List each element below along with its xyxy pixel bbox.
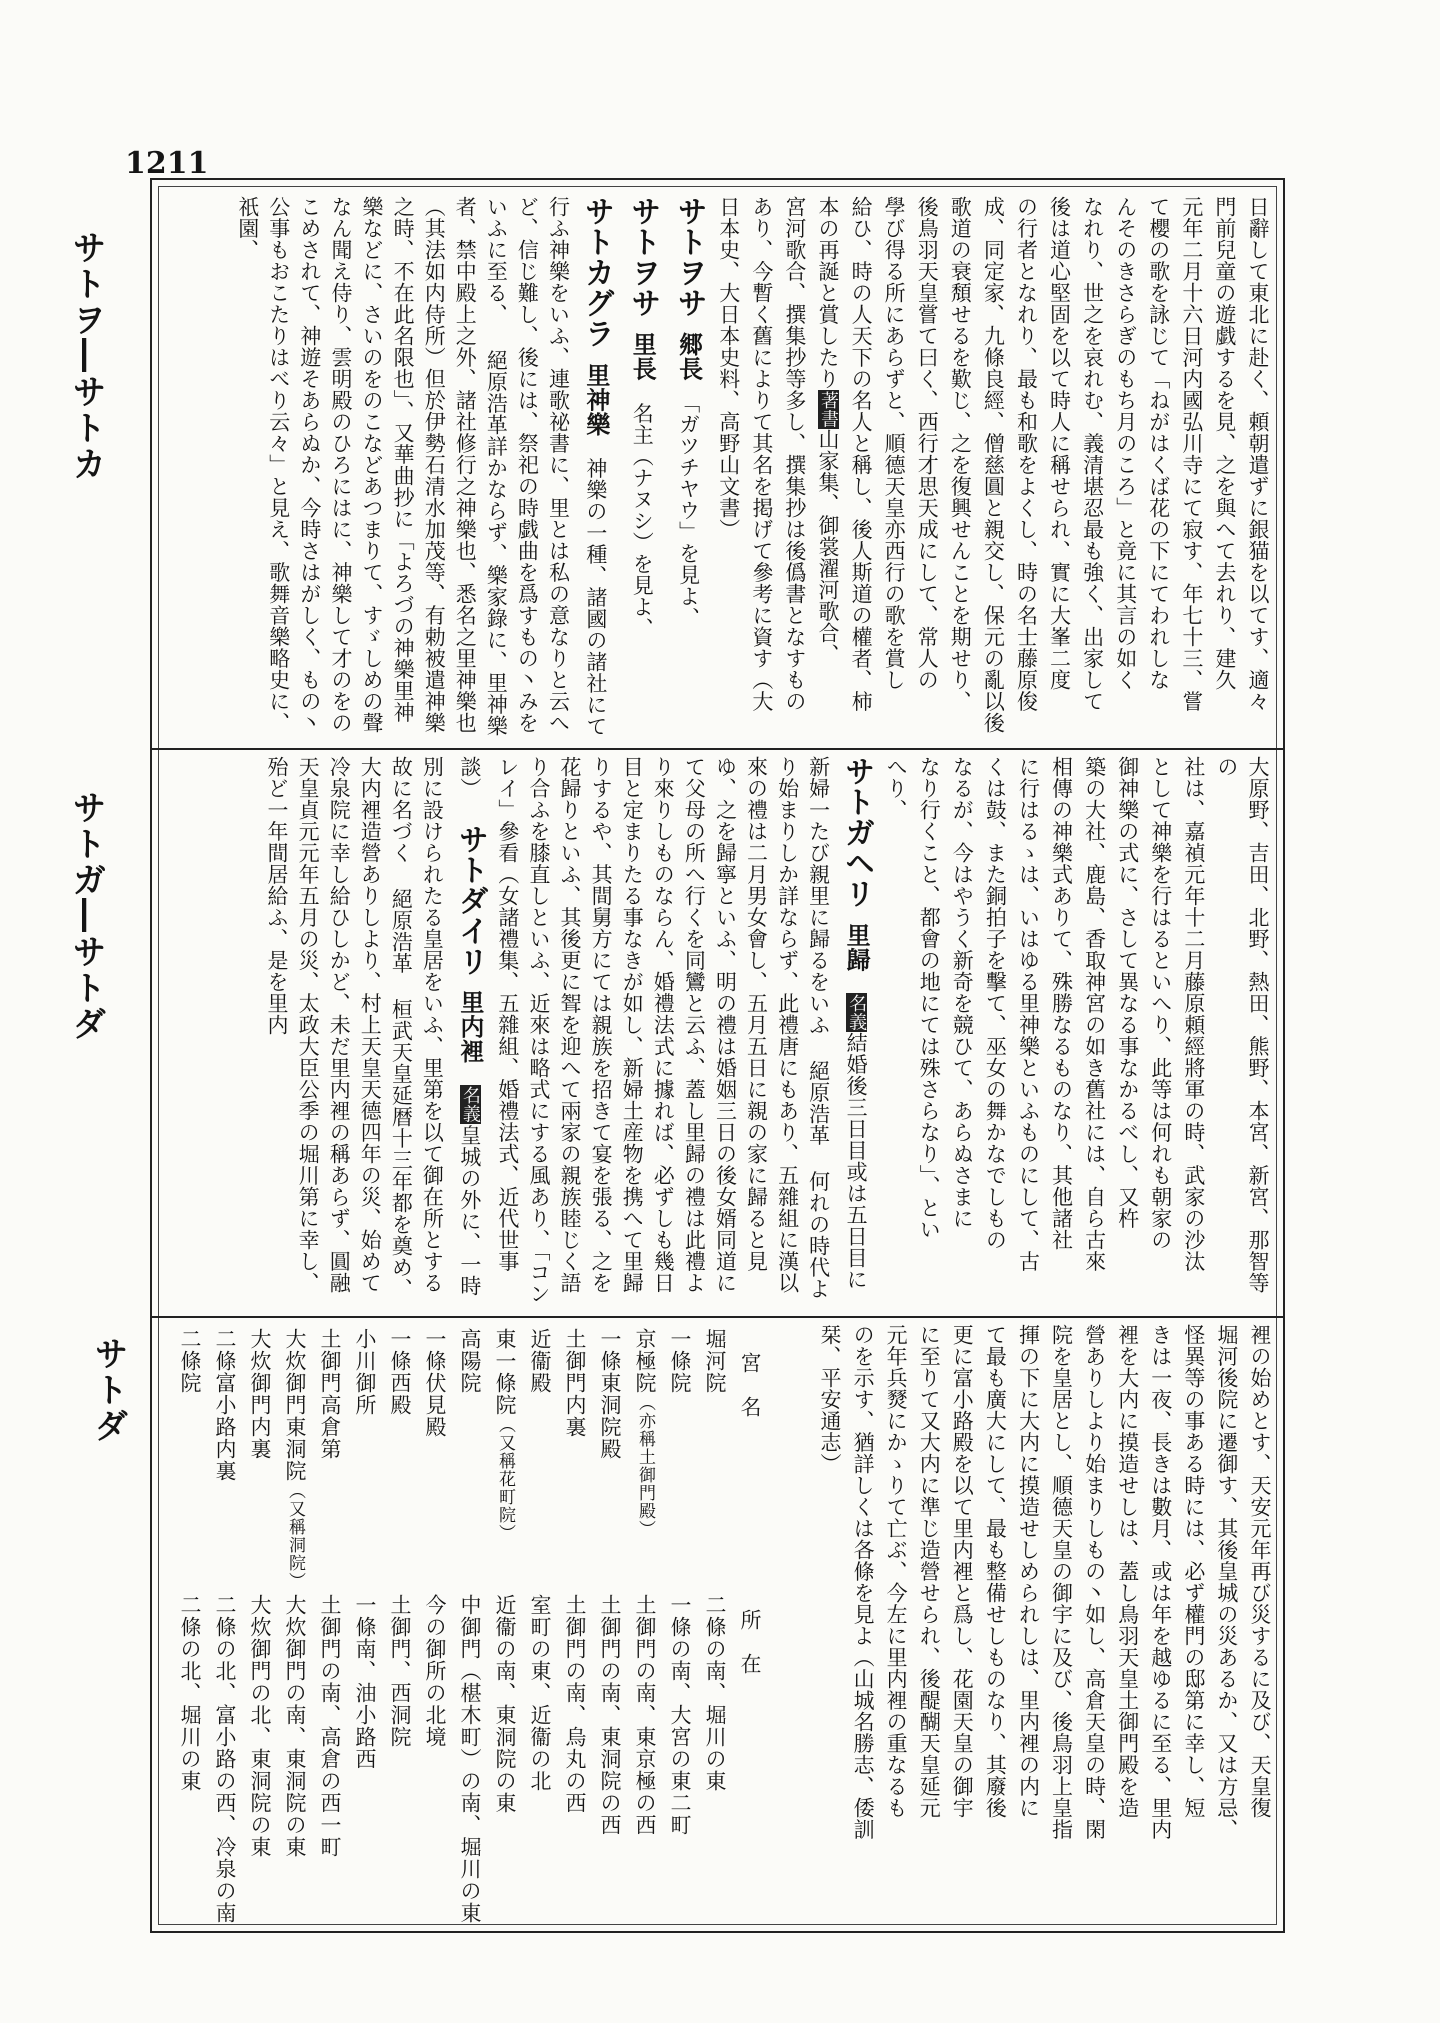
page-number: 1211 (125, 146, 209, 181)
table-cell-location: 二條の北、富小路の西、冷泉の南 (213, 1594, 237, 1924)
text-line: きは一夜、長きは數月、或は年を越ゆるに至る、里内 (1148, 1324, 1173, 1840)
margin-head-middle: サトガ―サトダ (66, 790, 106, 1042)
entry-kanji: 里歸 (842, 922, 872, 972)
table-cell-note: （又稱洞院） (285, 1482, 305, 1590)
table-cell-location: 土御門の南、烏丸の西 (563, 1594, 587, 1814)
text-line: のを示す、猶詳しくは各條を見よ（山城名勝志、倭訓 (851, 1324, 876, 1840)
text-line: 日本史、大日本史料、高野山文書） (716, 196, 741, 540)
meaning-tag: 名義 (459, 1086, 481, 1123)
text-line: 怪異等の事ある時には、必ず權門の邸第に幸し、短 (1181, 1324, 1206, 1819)
table-cell-location: 二條の北、堀川の東 (178, 1594, 202, 1792)
text-line: へり、 (884, 756, 909, 821)
table-cell-name: 一條伏見殿 (423, 1328, 447, 1438)
text-line: 院を皇居とし、順德天皇の御宇に及び、後鳥羽上皇指 (1049, 1324, 1074, 1840)
text-line: 營ありしより始まりしもの丶如し、高倉天皇の時、閑 (1082, 1324, 1107, 1840)
text-line: 裡を大内に摸造せしは、蓋し鳥羽天皇土御門殿を造 (1115, 1324, 1140, 1819)
text-line: なれり、世之を哀れむ、義清堪忍最も強く、出家して (1080, 196, 1105, 712)
table-cell-location: 大炊御門の南、東洞院の東 (283, 1594, 307, 1858)
table-cell-location: 近衞の南、東洞院の東 (493, 1594, 517, 1814)
text-line: あり、今暫く舊によりて其名を掲げて參考に資す（大 (749, 196, 774, 712)
entry-kanji: 里内裡 (455, 990, 485, 1064)
text-line: 宮河歌合、撰集抄等多し、撰集抄は後僞書となすもの (782, 196, 807, 712)
table-cell-location: 土御門、西洞院 (388, 1594, 412, 1748)
table-cell-name: 土御門内裏 (563, 1328, 587, 1438)
text-line: て櫻の歌を詠じて「ねがはくば花の下にてわれしな (1146, 196, 1171, 691)
entry-text: 皇城の外に、一時別に設けられたる皇居をいふ、里第を以て御在所とする故に名づく 絕原浩革 桓武天皇延暦十三年都を奠め、大内裡造營ありしより、村上天皇天德四年の災、始めて冷泉院に幸し給ひしかど、未だ里内裡の稱あらず、圓融天皇貞元元年五月の災、太政大臣公季の堀川第に幸し、殆ど一年間居給ふ、是を里内 (265, 756, 482, 1300)
table-cell-name: 小川御所 (353, 1328, 377, 1416)
entry-kanji: 里長 (628, 332, 658, 381)
text-line: 成、同定家、九條良經、僧慈圓と親交し、保元の亂以後 (981, 196, 1006, 734)
text-line: の行者となれり、最も和歌をよくし、時の名士藤原俊 (1014, 196, 1039, 712)
table-cell-name: 高陽院 (458, 1328, 482, 1394)
text-line: 元年兵燹にかゝりて亡ぶ、今左に里内裡の重なるも (884, 1324, 909, 1819)
text-line: 裡の始めとす、天安元年再び災するに及び、天皇復 (1248, 1324, 1272, 1819)
text-line: に至りて又大内に準じ造營せられ、後醍醐天皇延元 (917, 1324, 942, 1819)
text-line: て最も廣大にして、最も整備せしものなり、其廢後 (983, 1324, 1008, 1819)
table-cell-name: 大炊御門内裏 (248, 1328, 272, 1460)
text-line: 後は道心堅固を以て時人に稱せられ、實に大峯二度 (1047, 196, 1072, 691)
table-cell-name: 一條院 (668, 1328, 692, 1394)
source-tag: 著書 (817, 390, 839, 428)
text-line: 元年二月十六日河内國弘川寺にて寂す、年七十三、嘗 (1179, 196, 1204, 712)
table-cell-name: 一條東洞院殿 (598, 1328, 622, 1460)
table-cell-name: 東一條院（又稱花町院） (493, 1328, 517, 1542)
table-cell-location: 一條南、油小路西 (353, 1594, 377, 1770)
table-cell-location: 室町の東、近衞の北 (528, 1594, 552, 1792)
text-line: 築の大社、鹿島、香取神宮の如き舊社には、自ら古來 (1082, 756, 1107, 1272)
entry-heading: サトガヘリ (839, 756, 875, 909)
text-line: 御神樂の式に、さして異なる事なかるべし、又杵 (1115, 756, 1140, 1229)
table-header-location: 所 在 (738, 1609, 762, 1675)
table-cell-note: （又稱花町院） (495, 1416, 515, 1542)
text-line: 相傳の神樂式ありて、殊勝なるものなり、其他諸社 (1049, 756, 1074, 1251)
table-cell-location: 今の御所の北境 (423, 1594, 447, 1748)
sato-dairi-table (160, 1324, 1275, 1924)
text-line: 更に富小路殿を以て里内裡と爲し、花園天皇の御宇 (950, 1324, 975, 1819)
table-cell-name: 二條院 (178, 1328, 202, 1394)
entry-satowosa-2 (620, 196, 664, 741)
table-cell-name: 堀河院 (703, 1328, 727, 1394)
table-cell-name: 大炊御門東洞院（又稱洞院） (283, 1328, 307, 1590)
table-cell-note: （亦稱土御門殿） (635, 1394, 655, 1538)
text-line: くは鼓、また銅拍子を擊て、巫女の舞かなでしもの (983, 756, 1008, 1251)
text-line: 社は、嘉禎元年十二月藤原頼經將軍の時、武家の沙汰 (1181, 756, 1206, 1272)
table-cell-location: 土御門の南、東京極の西 (633, 1594, 657, 1836)
table-cell-location: 土御門の南、高倉の西一町 (318, 1594, 342, 1858)
table-cell-name: 土御門高倉第 (318, 1328, 342, 1460)
entry-satodairi (265, 756, 488, 1300)
table-cell-location: 一條の南、大宮の東二町 (668, 1594, 692, 1836)
table-cell-location: 大炊御門の北、東洞院の東 (248, 1594, 272, 1858)
entry-heading: サトカグラ (578, 196, 614, 349)
text-line: 門前兒童の遊戯するを見、之を與へて去れり、建久 (1212, 196, 1237, 691)
entry-text: 名主（ナヌシ）を見よ、 (630, 402, 655, 639)
text-line: 給ひ、時の人天下の名人と稱し、後人斯道の權者、柿 (849, 196, 874, 712)
entry-kanji: 里神樂 (581, 362, 611, 436)
entry-heading: サトダイリ (452, 823, 488, 976)
text-line: 後鳥羽天皇嘗て曰く、西行才思天成にして、常人の (915, 196, 940, 691)
entry-satokagura (235, 196, 614, 737)
margin-head-lower: サトダ (88, 1336, 128, 1444)
table-header-name: 宮 名 (738, 1352, 762, 1418)
entry-satowosa-1 (666, 196, 710, 741)
entry-text: 神樂の一種、諸國の諸社にて行ふ神樂をいふ、連歌祕書に、里とは私の意なりと云へど、信じ難し、後には、祭祀の時戯曲を爲すもの丶みをいふに至る、 絕原浩革詳かならず、樂家錄に、里神樂者、禁中殿上之外、諸社修行之神樂也、悉名之里神樂也（其法如内侍所）但於伊勢石清水加茂等、有勅被遣神樂之時、不在此名限也」、又華曲抄に「よろづの神樂里神樂などに、さいのをのこなどあつまりて、すゞしめの聲なん聞え侍り、雲明殿のひろにはに、神樂して才のをのこめされて、神遊そあらぬか、今時さはがしく、もの丶公事もおこたりはべり云々」と見え、歌舞音樂略史に、祇園、 (235, 196, 608, 737)
text-line: に行はるゝは、いはゆる里神樂といふものにして、古 (1016, 756, 1041, 1272)
entry-text: 「ガツチヤウ」を見よ、 (676, 402, 701, 629)
middle-section (160, 756, 1275, 1308)
text-line: 日辭して東北に赴く、頼朝遣ずに銀猫を以てす、適々 (1246, 196, 1270, 712)
upper-section (160, 196, 1275, 741)
text-line: 歌道の衰頽せるを歎じ、之を復興せんことを期せり、 (948, 196, 973, 712)
entry-satogaeri (455, 756, 875, 1305)
entry-text: 結婚後三日目或は五日目に新婦一たび親里に歸るをいふ 絕原浩革 何れの時代より始まりしか詳ならず、此禮唐にもあり、五雜組に漢以來の禮は二月男女會し、五月五日に親の家に歸ると見ゆ、之を歸寧といふ、明の禮は婚姻三日の後女婿同道にて父母の所へ行くを同鸞と云ふ、蓋し里歸の禮は此禮より來りしものならん、婚禮法式に據れば、必ずしも幾日目と定まりたる事なきが如し、新婦土産物を携へて里歸りするや、其間舅方にては親族を招きて宴を張る、之を花歸りといふ、其後更に聟を迎へて兩家の親族睦じく語り合ふを膝直しといふ、近來は略式にする風あり、「コンレイ」參看（女諸禮集、五雜組、婚禮法式、近代世事談） (457, 756, 869, 1305)
entry-heading: サトヲサ (671, 196, 707, 318)
text-line: なるが、今はやうく新奇を競ひて、あらぬさまに (950, 756, 975, 1229)
entry-heading: サトヲサ (625, 196, 661, 318)
text-line: として神樂を行はるといへり、此等は何れも朝家の (1148, 756, 1173, 1251)
margin-head-upper: サトヲ―サトカ (66, 230, 106, 482)
table-cell-name: 近衞殿 (528, 1328, 552, 1394)
entry-kanji: 郷長 (674, 332, 704, 381)
text-line: なり行くこと、都會の地にては殊さらなり」、とい (917, 756, 942, 1240)
table-cell-location: 中御門（椹木町）の南、堀川の東 (458, 1594, 482, 1924)
text-line: 栞、平安通志） (817, 1324, 842, 1475)
table-cell-name: 京極院（亦稱土御門殿） (633, 1328, 657, 1538)
section-rule (150, 1316, 1285, 1318)
text-line: 堀河後院に遷御す、其後皇城の災あるか、又は方忌、 (1214, 1324, 1239, 1840)
table-cell-name: 二條富小路内裏 (213, 1328, 237, 1482)
meaning-tag: 名義 (846, 994, 868, 1031)
text-line: 本の再誕と賞したり著書山家集、御裳濯河歌合、 (815, 196, 840, 665)
table-cell-location: 土御門の南、東洞院の西 (598, 1594, 622, 1836)
text-line: 揮の下に大内に摸造せしめられしは、里内裡の内に (1016, 1324, 1041, 1819)
text-line: 大原野、吉田、北野、熱田、熊野、本宮、新宮、那智等の (1214, 756, 1270, 1294)
table-cell-name: 一條西殿 (388, 1328, 412, 1416)
text-line: 學び得る所にあらずと、順德天皇亦西行の歌を賞し (882, 196, 907, 691)
section-rule (150, 748, 1285, 750)
text-line: んそのきさらぎのもち月のころ」と竟に其言の如く (1113, 196, 1138, 691)
table-cell-location: 二條の南、堀川の東 (703, 1594, 727, 1792)
